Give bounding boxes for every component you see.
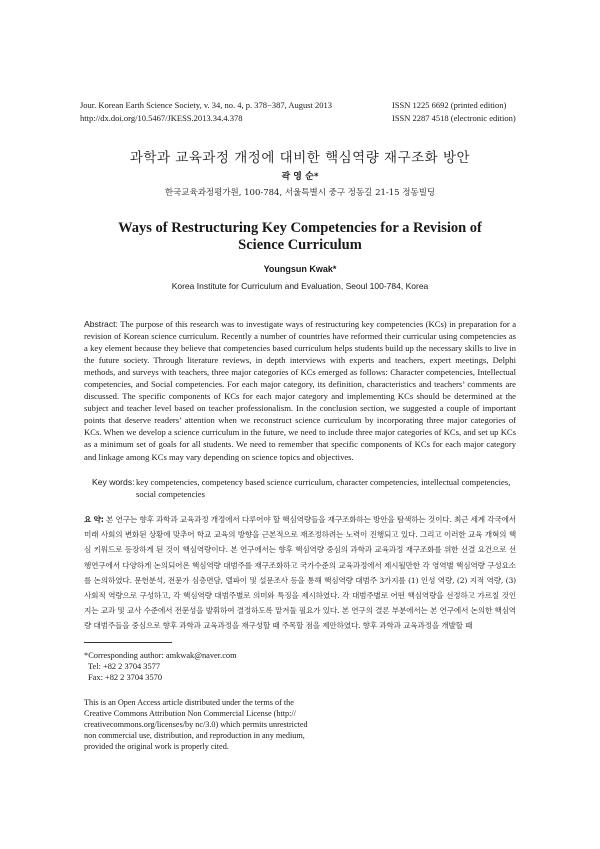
corresponding-author: *Corresponding author: amkwak@naver.com [84,651,237,660]
fax: Fax: +82 2 3704 3570 [88,673,163,682]
korean-affiliation: 한국교육과정평가원, 100-784, 서울특별시 중구 정동길 21-15 정동빌딩 [164,188,436,198]
abstract [84,318,516,463]
korean-summary-label: 요 약: [84,515,104,524]
issn-block [392,99,516,125]
license-notice [84,697,308,752]
license-line: Creative Commons Attribution Non Commercial License (http:// [84,709,296,718]
issn-electronic: ISSN 2287 4518 (electronic edition) [392,113,516,123]
korean-author: 곽 영 순* [281,172,319,182]
telephone: Tel: +82 2 3704 3577 [88,662,161,671]
korean-summary [84,512,516,634]
abstract-label: Abstract: [84,319,118,329]
license-line: This is an Open Access article distributed under the terms of the [84,698,294,707]
english-title-line-2: Science Curriculum [238,237,362,253]
abstract-text: The purpose of this research was to investigate ways of restructuring key competencies (KCs) in preparation for a revision of Korean science curriculum. Recently a number of countries have reformed their curricular using competencies as a key element because they believe that competencies based curriculum helps students build up the necessary skills to live in the future society. Through literature reviews, in depth interviews with experts and teachers, expert meetings, Delphi methods, and surveys with teachers, three major categories of KCs emerged as follows: Character competencies, Intellectual competencies, and Social competencies. For each major category, its definition, characteristics and teachers’ comments are discussed. The specific components of KCs for each major category and implementing KCs should be determined at the subject and teacher level based on teacher professionalism. In the conclusion section, we suggested a couple of important points that deserve readers’ attention when we reconstruct science curriculum by incorporating three major categories of KCs. When we develop a science curriculum in the future, we need to include three major categories of KCs, and set up KCs as a minimum set of goals for all students. We need to remember that specific components of KCs for each major category and linkage among KCs may vary depending on science topics and objectives. [84,319,517,462]
license-line: provided the original work is properly cited. [84,742,229,751]
footnote-divider [84,642,172,643]
license-line: creativecommons.org/licenses/by nc/3.0) which permits unrestricted [84,720,308,729]
english-title [0,220,600,254]
keywords-label: Key words: [92,477,135,487]
journal-line: Jour. Korean Earth Science Society, v. 34, no. 4, p. 378−387, August 2013 [80,100,333,110]
korean-summary-text: 본 연구는 향후 과학과 교육과정 개정에서 다루어야 할 핵심역량들을 재구조화하는 방안을 탐색하는 것이다. 최근 세계 각국에서 미래 사회의 변화된 상황에 맞추어 학교 교육의 방향을 근본적으로 재조정하려는 노력이 진행되고 있다. 그리고 이러한 교육 개혁의 핵심 키워드로 등장하게 된 것이 핵심역량이다. 본 연구에서는 향후 핵심역량 중심의 과학과 교육과정 재구조화를 위한 선결 요건으로 선행연구에서 다양하게 논의되어온 핵심역량 대범주를 재구조화하고 국가수준의 교육과정에서 제시될만한 각 영역별 핵심역량 구성요소를 논의하였다. 문헌분석, 전문가 심층면담, 델파이 및 설문조사 등을 통해 핵심역량 대범주 3가지를 (1) 인성 역량, (2) 지적 역량, (3) 사회적 역량으로 구성하고, 각 핵심역량 대범주별로 의미와 특징을 제시하였다. 각 대범주별로 어떤 핵심역량을 선정하고 가르칠 것인지는 교과 및 교사 수준에서 전문성을 발휘하여 결정하도록 맡겨둘 필요가 있다. 본 연구의 결론 부분에서는 본 연구에서 논의한 핵심역량 대범주들을 중심으로 향후 과학과 교육과정을 재구성할 때 주목할 점을 제안하였다. 향후 과학과 교육과정을 개발할 때 [84,515,516,631]
english-author: Youngsun Kwak* [263,264,337,274]
doi-link[interactable]: http://dx.doi.org/10.5467/JKESS.2013.34.4.378 [80,113,243,123]
korean-title: 과학과 교육과정 개정에 대비한 핵심역량 재구조화 방안 [129,150,471,166]
license-line: non commercial use, distribution, and reproduction in any medium, [84,731,305,740]
correspondence [84,650,237,683]
keywords-text: key competencies, competency based science curriculum, character competencies, intellectual competencies, social competencies [136,477,511,499]
journal-citation [80,99,332,125]
issn-print: ISSN 1225 6692 (printed edition) [392,100,507,110]
english-title-line-1: Ways of Restructuring Key Competencies for a Revision of [118,220,482,236]
keywords [92,476,516,499]
english-affiliation: Korea Institute for Curriculum and Evaluation, Seoul 100-784, Korea [171,281,429,291]
